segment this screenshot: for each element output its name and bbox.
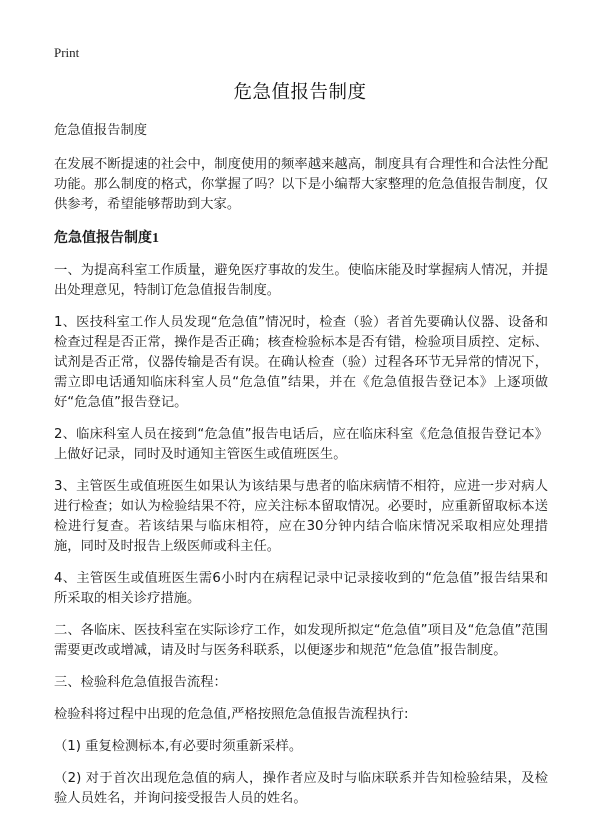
- document-body: [54, 121, 548, 821]
- intro-paragraph: 在发展不断提速的社会中，制度使用的频率越来越高，制度具有合理性和合法性分配功能。那么制度的格式，你掌握了吗？以下是小编帮大家整理的危急值报告制度，仅供参考，希望能够帮助到大家。: [54, 157, 548, 212]
- document-title: 危急值报告制度: [233, 82, 367, 103]
- paragraph-3: 2、临床科室人员在接到“危急值”报告电话后，应在临床科室《危急值报告登记本》上做好记录，同时及时通知主管医生或值班医生。: [54, 427, 548, 462]
- paragraph-10: （2) 对于首次出现危急值的病人，操作者应及时与临床联系并告知检验结果，及检验人员姓名，并询问接受报告人员的姓名。: [54, 771, 548, 806]
- document-subtitle: 危急值报告制度: [54, 123, 148, 138]
- section-heading: 危急值报告制度1: [54, 231, 159, 246]
- paragraph-7: 三、检验科危急值报告流程：: [54, 675, 227, 690]
- paragraph-8: 检验科将过程中出现的危急值,严格按照危急值报告流程执行:: [54, 707, 409, 722]
- paragraph-5: 4、主管医生或值班医生需6小时内在病程记录中记录接收到的“危急值”报告结果和所采取的相关诊疗措施。: [54, 571, 548, 606]
- paragraph-1: 一、为提高科室工作质量，避免医疗事故的发生。使临床能及时掌握病人情况，并提出处理意见，特制订危急值报告制度。: [54, 263, 548, 298]
- paragraph-6: 二、各临床、医技科室在实际诊疗工作，如发现所拟定“危急值”项目及“危急值”范围需要更改或增减，请及时与医务科联系，以便逐步和规范“危急值”报告制度。: [54, 623, 548, 658]
- paragraph-4: 3、主管医生或值班医生如果认为该结果与患者的临床病情不相符，应进一步对病人进行检查；如认为检验结果不符，应关注标本留取情况。必要时，应重新留取标本送检进行复查。若该结果与临床相符，应在30分钟内结合临床情况采取相应处理措施，同时及时报告上级医师或科主任。: [54, 479, 548, 554]
- print-link[interactable]: Print: [54, 45, 80, 60]
- paragraph-2: 1、医技科室工作人员发现“危急值”情况时，检查（验）者首先要确认仪器、设备和检查过程是否正常，操作是否正确；核查检验标本是否有错，检验项目质控、定标、试剂是否正常，仪器传输是否有误。在确认检查（验）过程各环节无异常的情况下，需立即电话通知临床科室人员“危急值”结果，并在《危急值报告登记本》上逐项做好“危急值”报告登记。: [54, 315, 548, 410]
- paragraph-9: （1) 重复检测标本,有必要时须重新采样。: [54, 739, 303, 754]
